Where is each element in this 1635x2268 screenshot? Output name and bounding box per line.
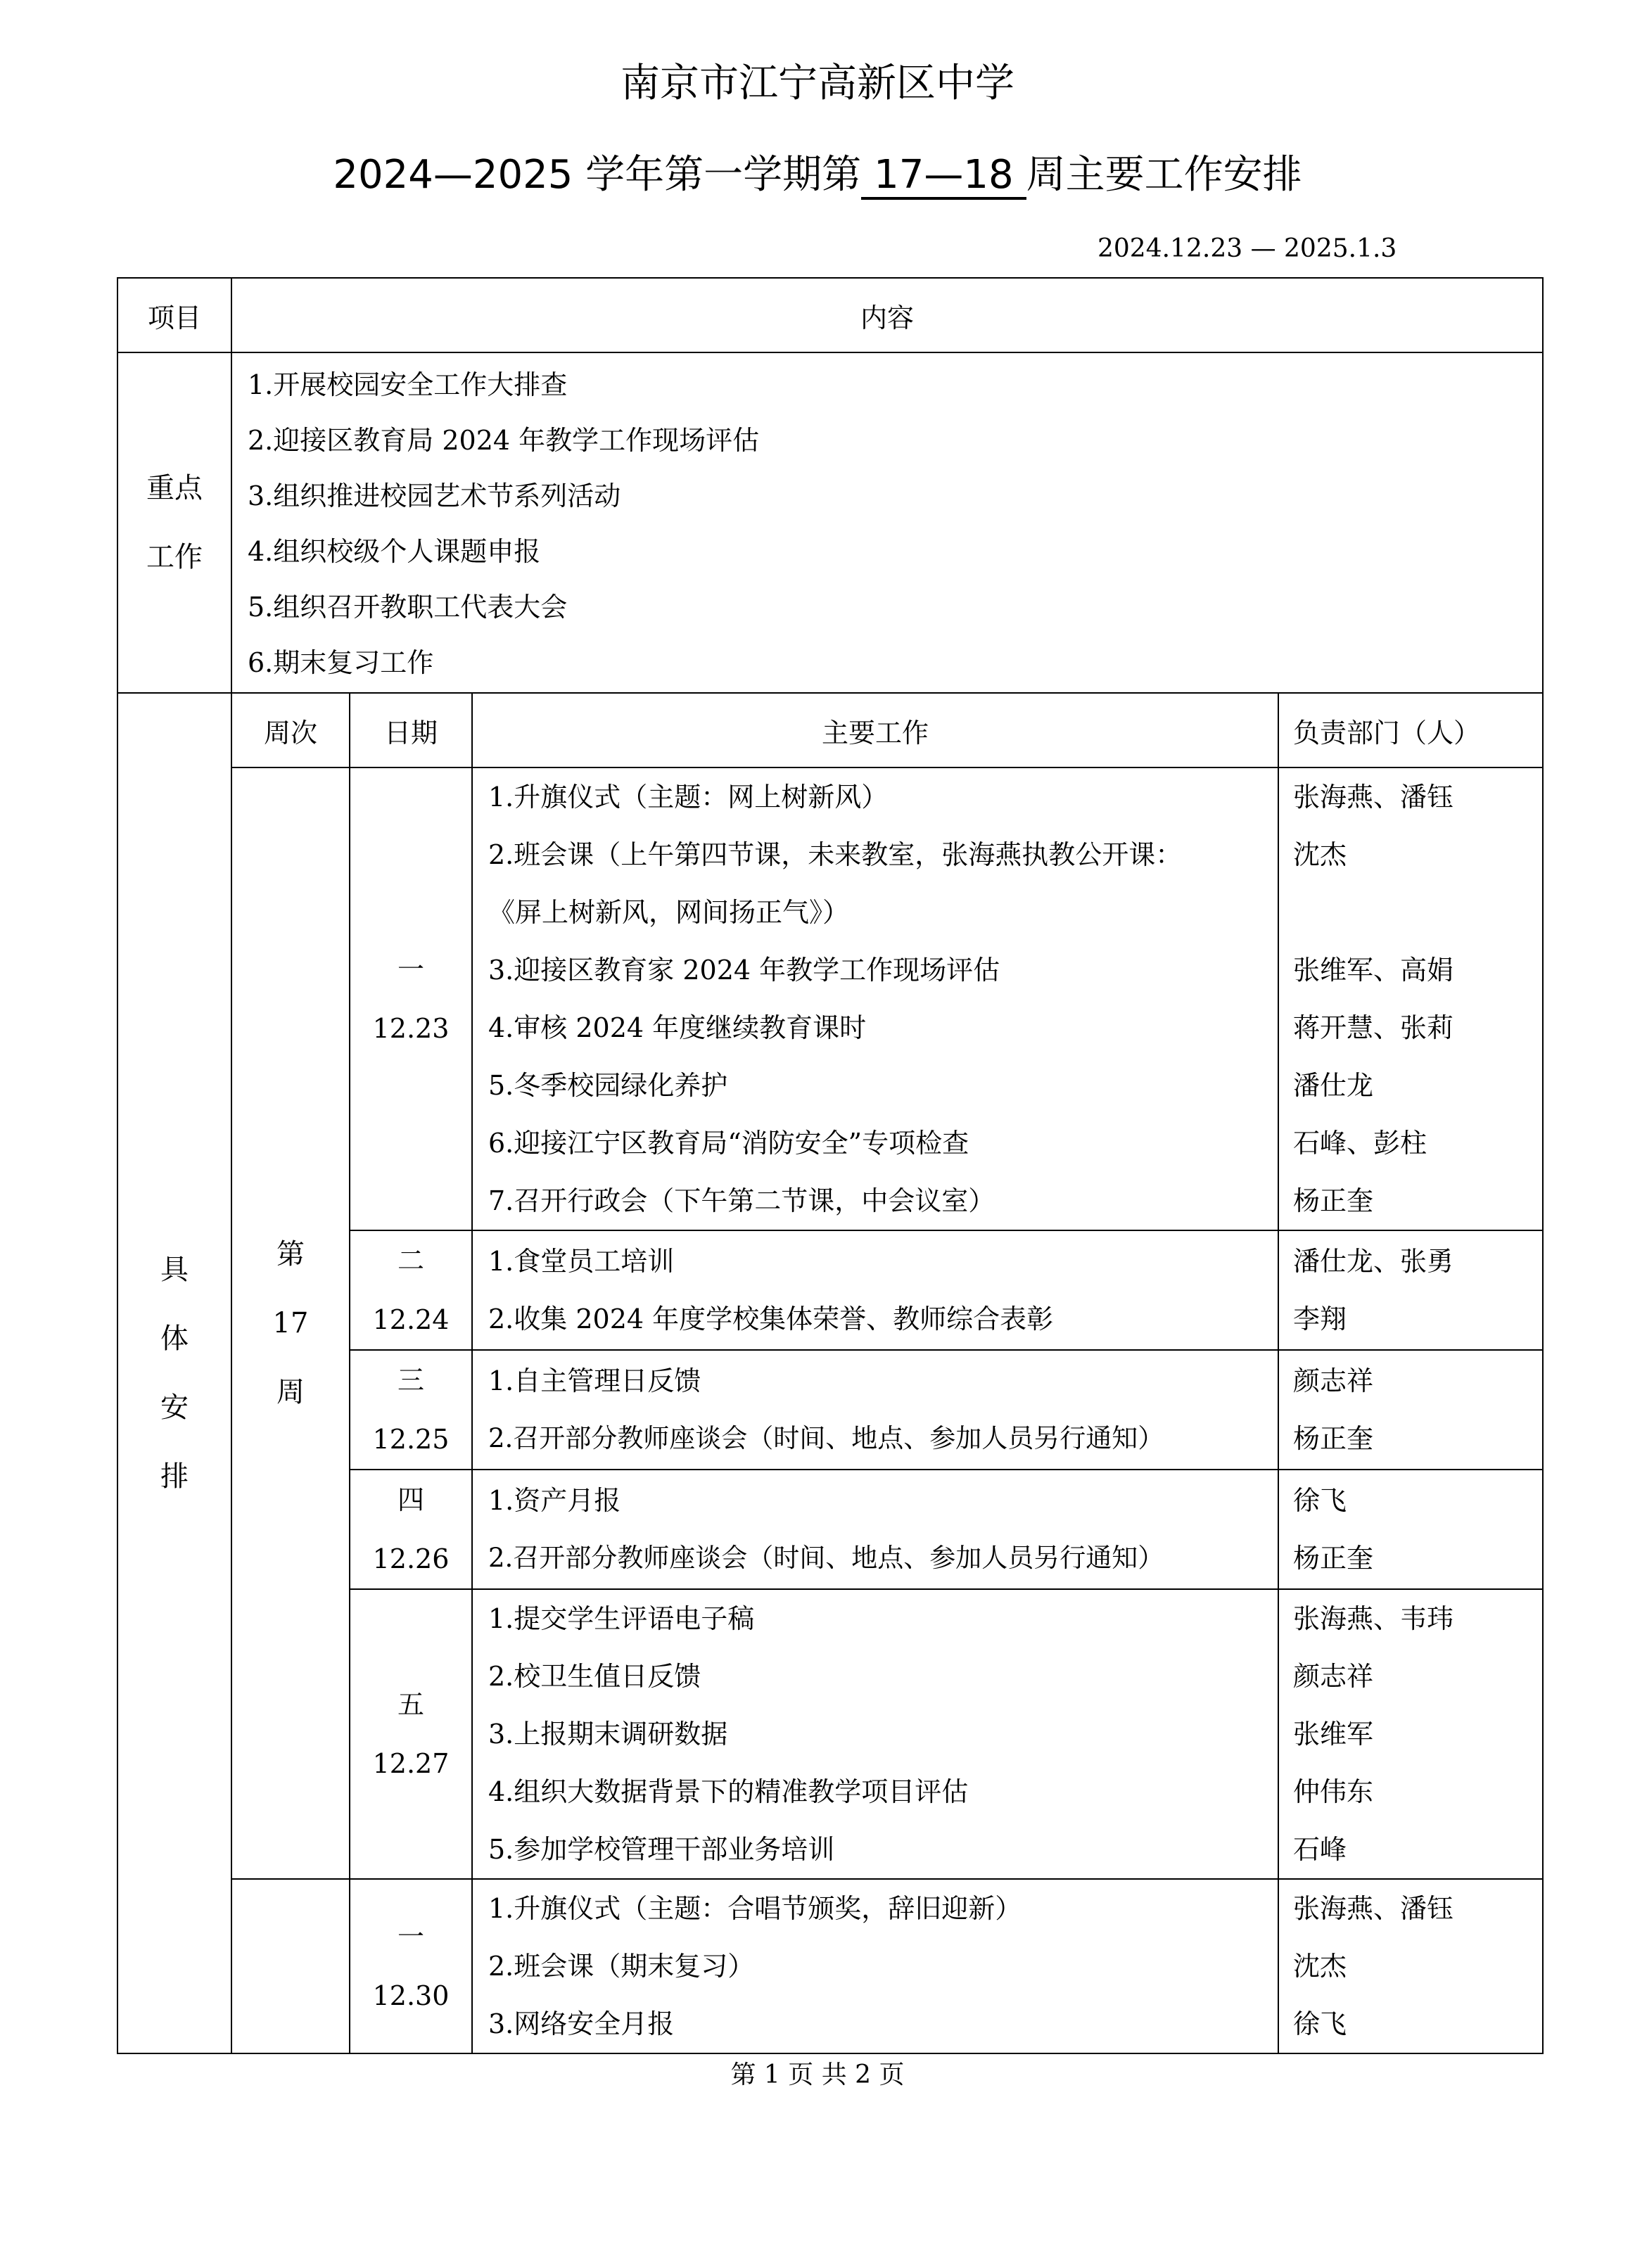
title-suffix: 周主要工作安排	[1026, 152, 1302, 198]
list-item: 张维军、高娟	[1293, 955, 1454, 986]
list-item: 2.收集 2024 年度学校集体荣誉、教师综合表彰	[488, 1304, 1054, 1334]
list-item: 5.冬季校园绿化养护	[488, 1070, 728, 1101]
resp-header: 负责部门（人）	[1278, 693, 1543, 767]
list-item: 沈杰	[1293, 839, 1347, 870]
list-item: 3.上报期末调研数据	[488, 1719, 728, 1750]
date-range: 2024.12.23 — 2025.1.3	[1098, 234, 1397, 263]
list-item: 李翔	[1293, 1304, 1347, 1334]
list-item: 1.提交学生评语电子稿	[488, 1603, 755, 1634]
title-prefix: 2024—2025 学年第一学期第	[333, 152, 862, 198]
list-item: 3.迎接区教育家 2024 年教学工作现场评估	[488, 955, 1000, 986]
tasks-cell	[472, 767, 1278, 1230]
list-item: 《屏上树新风，网间扬正气》）	[488, 897, 850, 928]
list-item: 1.食堂员工培训	[488, 1246, 675, 1277]
list-item: 4.组织校级个人课题申报	[248, 536, 541, 567]
list-item: 3.组织推进校园艺术节系列活动	[248, 480, 621, 511]
col-content-header: 内容	[231, 278, 1543, 352]
page-title	[0, 151, 1635, 200]
tasks-cell	[472, 1230, 1278, 1350]
list-item: 张海燕、韦玮	[1293, 1603, 1454, 1634]
list-item: 1.升旗仪式（主题：合唱节颁奖，辞旧迎新）	[488, 1893, 1022, 1924]
list-item: 颜志祥	[1293, 1661, 1374, 1692]
day-cell: 四 12.26	[350, 1470, 472, 1589]
day-cell: 三 12.25	[350, 1350, 472, 1470]
tasks-cell	[472, 1879, 1278, 2053]
list-item: 2.召开部分教师座谈会（时间、地点、参加人员另行通知）	[488, 1543, 1164, 1573]
list-item: 杨正奎	[1293, 1543, 1374, 1574]
list-item: 3.网络安全月报	[488, 2008, 675, 2039]
list-item: 杨正奎	[1293, 1423, 1374, 1454]
list-item: 徐飞	[1293, 1485, 1347, 1516]
resp-cell	[1278, 1879, 1543, 2053]
list-item: 2.班会课（期末复习）	[488, 1951, 755, 1982]
key-work-label: 重点 工作	[117, 352, 231, 693]
tasks-cell	[472, 1589, 1278, 1879]
resp-cell	[1278, 1350, 1543, 1470]
list-item: 杨正奎	[1293, 1185, 1374, 1216]
week-17-cell: 第 17 周	[231, 767, 350, 1879]
schedule-table	[117, 277, 1544, 2054]
list-item: 张海燕、潘钰	[1293, 782, 1454, 813]
list-item: 颜志祥	[1293, 1365, 1374, 1396]
key-work-list	[231, 352, 1543, 693]
day-cell: 五 12.27	[350, 1589, 472, 1879]
day-row-mon	[117, 767, 1543, 1230]
list-item: 1.开展校园安全工作大排查	[248, 369, 568, 400]
school-name: 南京市江宁高新区中学	[621, 60, 1014, 106]
list-item: 4.组织大数据背景下的精准教学项目评估	[488, 1776, 969, 1807]
list-item: 张海燕、潘钰	[1293, 1893, 1454, 1924]
list-item: 5.参加学校管理干部业务培训	[488, 1834, 835, 1865]
page-footer: 第 1 页 共 2 页	[730, 2060, 905, 2089]
resp-cell	[1278, 1589, 1543, 1879]
list-item	[1279, 884, 1542, 941]
work-header: 主要工作	[472, 693, 1278, 767]
list-item: 1.升旗仪式（主题：网上树新风）	[488, 782, 889, 813]
list-item: 2.班会课（上午第四节课，未来教室，张海燕执教公开课：	[488, 839, 1183, 870]
list-item: 2.迎接区教育局 2024 年教学工作现场评估	[248, 425, 760, 456]
list-item: 7.召开行政会（下午第二节课，中会议室）	[488, 1185, 995, 1216]
day-cell: 一 12.23	[350, 767, 472, 1230]
list-item: 6.期末复习工作	[248, 647, 434, 678]
day-cell: 二 12.24	[350, 1230, 472, 1350]
col-item-header: 项目	[117, 278, 231, 352]
resp-cell	[1278, 1230, 1543, 1350]
list-item: 1.自主管理日反馈	[488, 1365, 701, 1396]
resp-cell	[1278, 767, 1543, 1230]
title-weeks: 17—18	[861, 153, 1026, 200]
date-header: 日期	[350, 693, 472, 767]
list-item: 蒋开慧、张莉	[1293, 1012, 1454, 1043]
week-18-cell	[231, 1879, 350, 2053]
list-item: 1.资产月报	[488, 1485, 621, 1516]
list-item: 6.迎接江宁区教育局“消防安全”专项检查	[488, 1128, 969, 1159]
day-row-next-mon	[117, 1879, 1543, 2053]
resp-cell	[1278, 1470, 1543, 1589]
key-work-row	[117, 352, 1543, 693]
list-item: 沈杰	[1293, 1951, 1347, 1982]
list-item: 仲伟东	[1293, 1776, 1374, 1807]
week-header: 周次	[231, 693, 350, 767]
tasks-cell	[472, 1350, 1278, 1470]
schedule-header-row	[117, 693, 1543, 767]
tasks-cell	[472, 1470, 1278, 1589]
list-item: 5.组织召开教职工代表大会	[248, 592, 568, 623]
day-cell: 一 12.30	[350, 1879, 472, 2053]
schedule-label: 具 体 安 排	[117, 693, 231, 2053]
list-item: 潘仕龙	[1293, 1070, 1374, 1101]
list-item: 2.校卫生值日反馈	[488, 1661, 701, 1692]
table-header-row	[117, 278, 1543, 352]
list-item: 石峰	[1293, 1834, 1347, 1865]
list-item: 2.召开部分教师座谈会（时间、地点、参加人员另行通知）	[488, 1423, 1164, 1453]
list-item: 4.审核 2024 年度继续教育课时	[488, 1012, 867, 1043]
list-item: 潘仕龙、张勇	[1293, 1246, 1454, 1277]
list-item: 石峰、彭柱	[1293, 1128, 1427, 1159]
list-item: 张维军	[1293, 1719, 1374, 1750]
list-item: 徐飞	[1293, 2008, 1347, 2039]
